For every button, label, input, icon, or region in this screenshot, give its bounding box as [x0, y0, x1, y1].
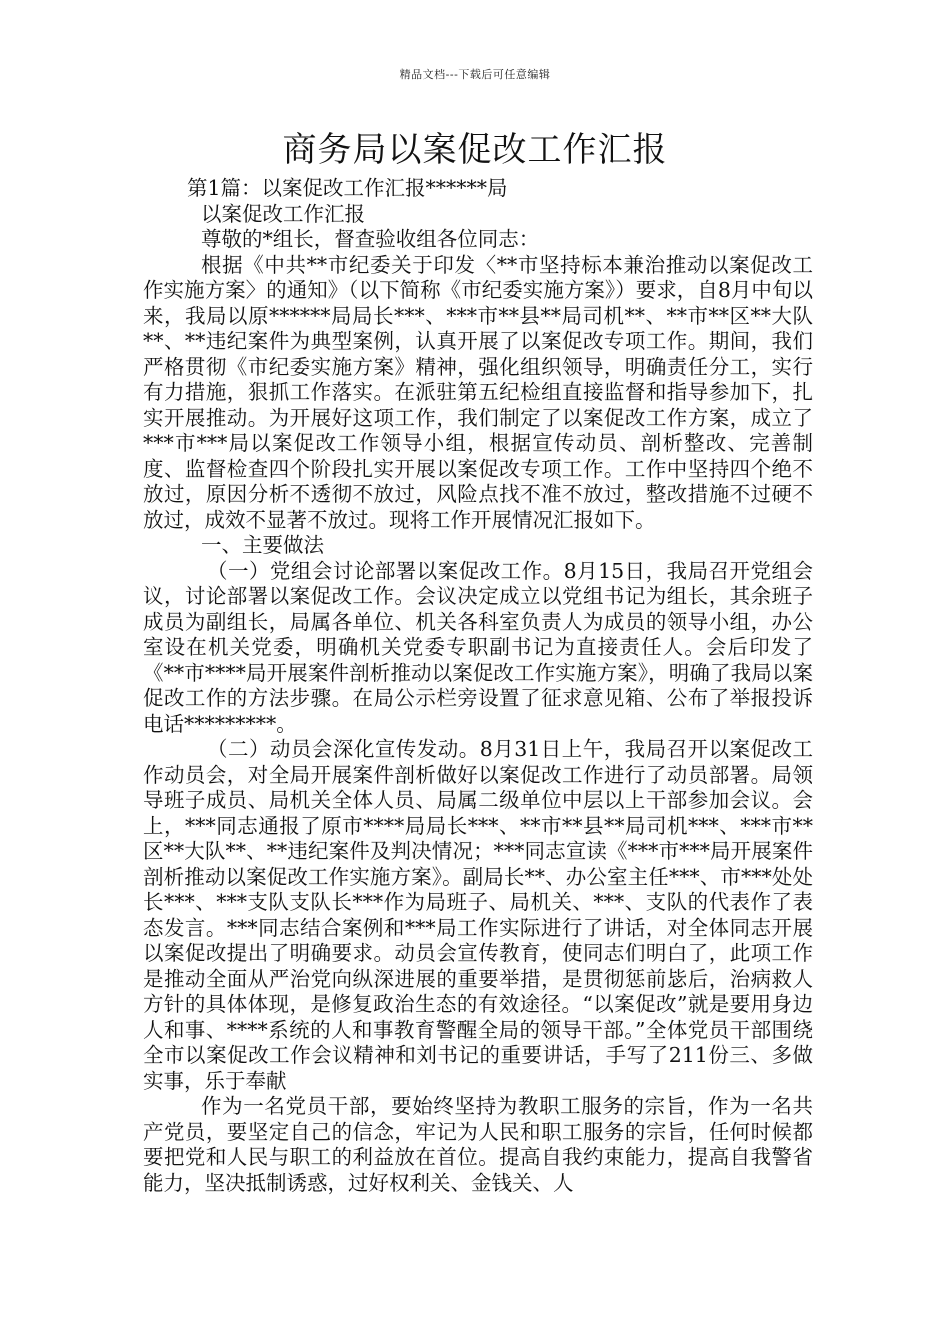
body-paragraph: 根据《中共**市纪委关于印发〈**市坚持标本兼治推动以案促改工作实施方案〉的通知》（以下简称《市纪委实施方案》）要求，自8月中旬以来，我局以原******局局长***、***市**县**局司机**、**市**区**大队**、**违纪案件为典型案例，认真开展了以案促改专项工作。期间，我们严格贯彻《市纪委实施方案》精神，强化组织领导，明确责任分工，实行有力措施，狠抓工作落实。在派驻第五纪检组直接监督和指导参加下，扎实开展推动。为开展好这项工作，我们制定了以案促改工作方案，成立了***市***局以案促改工作领导小组，根据宣传动员、剖析整改、完善制度、监督检查四个阶段扎实开展以案促改专项工作。工作中坚持四个绝不放过，原因分析不透彻不放过，风险点找不准不放过，整改措施不过硬不放过，成效不显著不放过。现将工作开展情况汇报如下。: [143, 252, 813, 532]
salutation: 尊敬的*组长，督查验收组各位同志：: [201, 227, 540, 251]
section-heading: 第1篇：以案促改工作汇报******局: [187, 176, 508, 200]
body-paragraph: 作为一名党员干部，要始终坚持为教职工服务的宗旨，作为一名共产党员，要坚定自己的信念，牢记为人民和职工服务的宗旨，任何时候都要把党和人民与职工的利益放在首位。提高自我约束能力，提高自我警省能力，坚决抵制诱惑，过好权利关、金钱关、人: [143, 1094, 813, 1195]
subtitle-line: 以案促改工作汇报: [201, 201, 365, 226]
document-body: [143, 176, 813, 1196]
header-note: 精品文档---下载后可任意编辑: [399, 68, 551, 81]
body-paragraph: （二）动员会深化宣传发动。8月31日上午，我局召开以案促改工作动员会，对全局开展案件剖析做好以案促改工作进行了动员部署。局领导班子成员、局机关全体人员、局属二级单位中层以上干部参加会议。会上，***同志通报了原市****局局长***、**市**县**局司机***、***市**区**大队**、**违纪案件及判决情况；***同志宣读《***市***局开展案件剖析推动以案促改工作实施方案》。副局长**、办公室主任***、市***处处长***、***支队支队长***作为局班子、局机关、***、支队的代表作了表态发言。***同志结合案例和***局工作实际进行了讲话，对全体同志开展以案促改提出了明确要求。动员会宣传教育，使同志们明白了，此项工作是推动全面从严治党向纵深进展的重要举措，是贯彻惩前毖后，治病救人方针的具体体现，是修复政治生态的有效途径。“以案促改”就是要用身边人和事、****系统的人和事教育警醒全局的领导干部。”全体党员干部围绕全市以案促改工作会议精神和刘书记的重要讲话，手写了211份三、多做实事，乐于奉献: [143, 737, 813, 1093]
document-title: 商务局以案促改工作汇报: [282, 130, 668, 170]
subheading-main-methods: 一、主要做法: [201, 533, 324, 557]
body-paragraph: （一）党组会讨论部署以案促改工作。8月15日，我局召开党组会议，讨论部署以案促改工作。会议决定成立以党组书记为组长，其余班子成员为副组长，局属各单位、机关各科室负责人为成员的领导小组，办公室设在机关党委，明确机关党委专职副书记为直接责任人。会后印发了《**市****局开展案件剖析推动以案促改工作实施方案》，明确了我局以案促改工作的方法步骤。在局公示栏旁设置了征求意见箱、公布了举报投诉电话*********。: [143, 558, 813, 736]
